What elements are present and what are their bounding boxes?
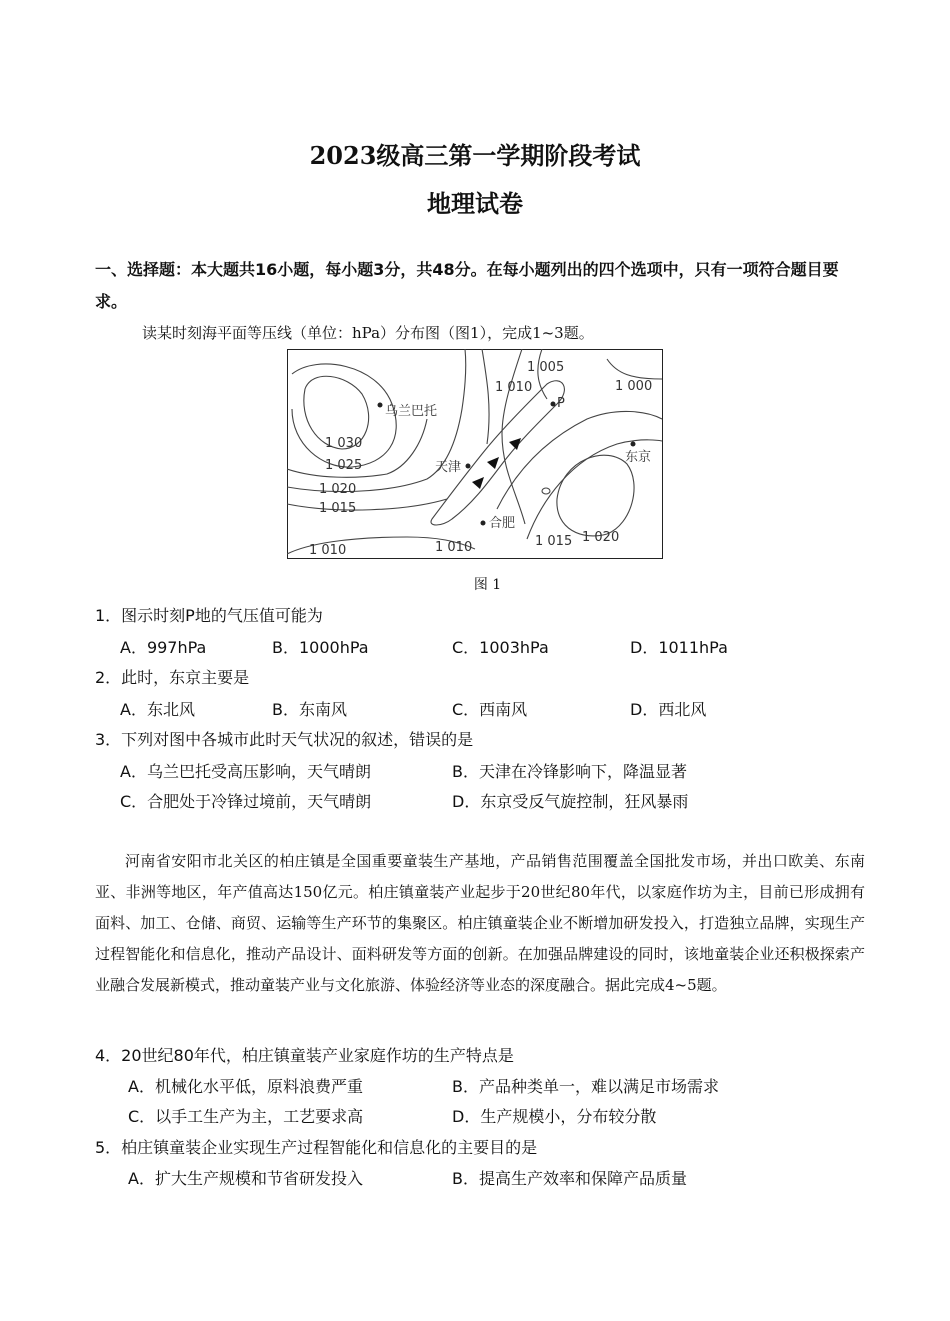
label-ulaanbaatar: 乌兰巴托 bbox=[385, 404, 438, 419]
isobar-label: 1 015 bbox=[319, 501, 357, 516]
isobar-label: 1 025 bbox=[325, 458, 363, 473]
group1-intro: 读某时刻海平面等压线（单位：hPa）分布图（图1），完成1~3题。 bbox=[142, 324, 594, 342]
label-p: P bbox=[557, 396, 565, 411]
label-tianjin: 天津 bbox=[435, 460, 462, 475]
option-c[interactable]: C．西南风 bbox=[452, 700, 528, 719]
section-heading: 一、选择题：本大题共16小题，每小题3分，共48分。在每小题列出的四个选项中，只有一项符合题目要求。 bbox=[95, 260, 839, 311]
option-b[interactable]: B．提高生产效率和保障产品质量 bbox=[452, 1169, 687, 1188]
isobar-label: 1 000 bbox=[615, 379, 653, 394]
isobar-label: 1 015 bbox=[535, 534, 573, 549]
question-stem: 3．下列对图中各城市此时天气状况的叙述，错误的是 bbox=[95, 730, 474, 749]
option-a[interactable]: A．扩大生产规模和节省研发投入 bbox=[128, 1169, 363, 1188]
isobar-label: 1 020 bbox=[319, 482, 357, 497]
exam-title: 2023级高三第一学期阶段考试 bbox=[309, 141, 641, 170]
isobar-label: 1 010 bbox=[495, 380, 533, 395]
label-hefei: 合肥 bbox=[489, 516, 516, 531]
option-a[interactable]: A．东北风 bbox=[120, 700, 195, 719]
label-tokyo: 东京 bbox=[625, 450, 652, 465]
option-d[interactable]: D．东京受反气旋控制，狂风暴雨 bbox=[452, 792, 689, 811]
option-a[interactable]: A．机械化水平低，原料浪费严重 bbox=[128, 1077, 363, 1096]
option-b[interactable]: B．1000hPa bbox=[272, 638, 369, 657]
option-a[interactable]: A．997hPa bbox=[120, 638, 207, 657]
isobar-label: 1 010 bbox=[435, 540, 473, 555]
option-b[interactable]: B．产品种类单一，难以满足市场需求 bbox=[452, 1077, 719, 1096]
figure-caption: 图 1 bbox=[473, 577, 502, 593]
option-d[interactable]: D．生产规模小，分布较分散 bbox=[452, 1107, 657, 1126]
passage: 河南省安阳市北关区的柏庄镇是全国重要童装生产基地，产品销售范围覆盖全国批发市场，并出口欧美、东南亚、非洲等地区，年产值高达150亿元。柏庄镇童装产业起步于20世纪80年代，以家庭作坊为主，目前已形成拥有面料、加工、仓储、商贸、运输等生产环节的集聚区。柏庄镇童装企业不断增加研发投入，打造独立品牌，实现生产过程智能化和信息化，推动产品设计、面料研发等方面的创新。在加强品牌建设的同时，该地童装企业还积极探索产业融合发展新模式，推动童装产业与文化旅游、体验经济等业态的深度融合。据此完成4~5题。 bbox=[95, 852, 865, 994]
isobar-label: 1 030 bbox=[325, 436, 363, 451]
question-stem: 4．20世纪80年代，柏庄镇童装产业家庭作坊的生产特点是 bbox=[95, 1046, 514, 1065]
option-d[interactable]: D．1011hPa bbox=[630, 638, 728, 657]
option-c[interactable]: C．合肥处于冷锋过境前，天气晴朗 bbox=[120, 792, 372, 811]
option-d[interactable]: D．西北风 bbox=[630, 700, 707, 719]
option-a[interactable]: A．乌兰巴托受高压影响，天气晴朗 bbox=[120, 762, 371, 781]
question-stem: 2．此时，东京主要是 bbox=[95, 668, 250, 687]
question-stem: 5．柏庄镇童装企业实现生产过程智能化和信息化的主要目的是 bbox=[95, 1138, 538, 1157]
option-b[interactable]: B．东南风 bbox=[272, 700, 347, 719]
isobar-label: 1 005 bbox=[527, 360, 565, 375]
isobar-label: 1 020 bbox=[582, 530, 620, 545]
isobar-map bbox=[287, 349, 663, 559]
option-b[interactable]: B．天津在冷锋影响下，降温显著 bbox=[452, 762, 687, 781]
option-c[interactable]: C．以手工生产为主，工艺要求高 bbox=[128, 1107, 364, 1126]
question-stem: 1．图示时刻P地的气压值可能为 bbox=[95, 606, 323, 625]
option-c[interactable]: C．1003hPa bbox=[452, 638, 549, 657]
exam-subject: 地理试卷 bbox=[427, 189, 523, 218]
isobar-label: 1 010 bbox=[309, 543, 347, 558]
